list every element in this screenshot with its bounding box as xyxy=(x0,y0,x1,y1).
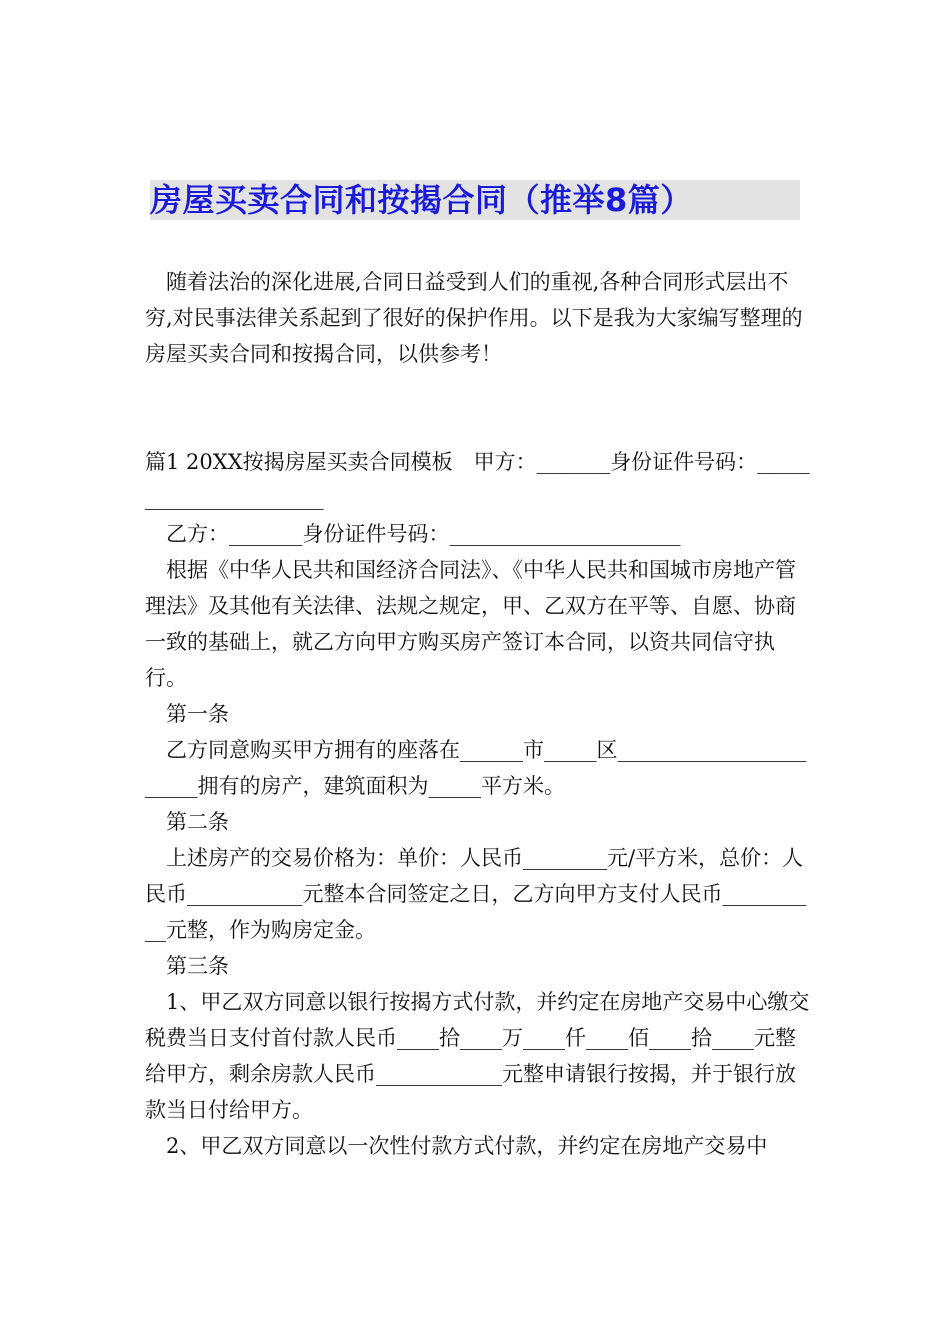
document-body xyxy=(145,264,810,1164)
document-title: 房屋买卖合同和按揭合同（推举8篇） xyxy=(150,180,800,220)
article-3-item-1: 1、甲乙双方同意以银行按揭方式付款，并约定在房地产交易中心缴交税费当日支付首付款人民币____拾____万____仟____佰____拾____元整给甲方，剩余房款人民币____________元整申请银行按揭，并于银行放款当日付给甲方。 xyxy=(145,990,810,1122)
article-2-text: 上述房产的交易价格为：单价：人民币________元/平方米，总价：人民币___________元整本合同签定之日，乙方向甲方支付人民币__________元整，作为购房定金。 xyxy=(145,846,807,942)
article-3-item-2: 2、甲乙双方同意以一次性付款方式付款，并约定在房地产交易中 xyxy=(166,1134,768,1158)
article-1-title: 第一条 xyxy=(166,702,229,726)
party-b-line: 乙方：_______身份证件号码：______________________ xyxy=(166,522,681,546)
section-heading: 篇1 20XX按揭房屋买卖合同模板 甲方：_______身份证件号码：______________________ xyxy=(145,450,810,510)
article-1-text: 乙方同意购买甲方拥有的座落在______市_____区_______________________拥有的房产，建筑面积为_____平方米。 xyxy=(145,738,807,798)
basis-paragraph: 根据《中华人民共和国经济合同法》、《中华人民共和国城市房地产管理法》及其他有关法律、法规之规定，甲、乙双方在平等、自愿、协商一致的基础上，就乙方向甲方购买房产签订本合同，以资共同信守执行。 xyxy=(145,558,796,690)
article-2-title: 第二条 xyxy=(166,810,229,834)
article-3-title: 第三条 xyxy=(166,954,229,978)
intro-paragraph: 随着法治的深化进展,合同日益受到人们的重视,各种合同形式层出不穷,对民事法律关系起到了很好的保护作用。以下是我为大家编写整理的房屋买卖合同和按揭合同，以供参考！ xyxy=(145,270,803,366)
